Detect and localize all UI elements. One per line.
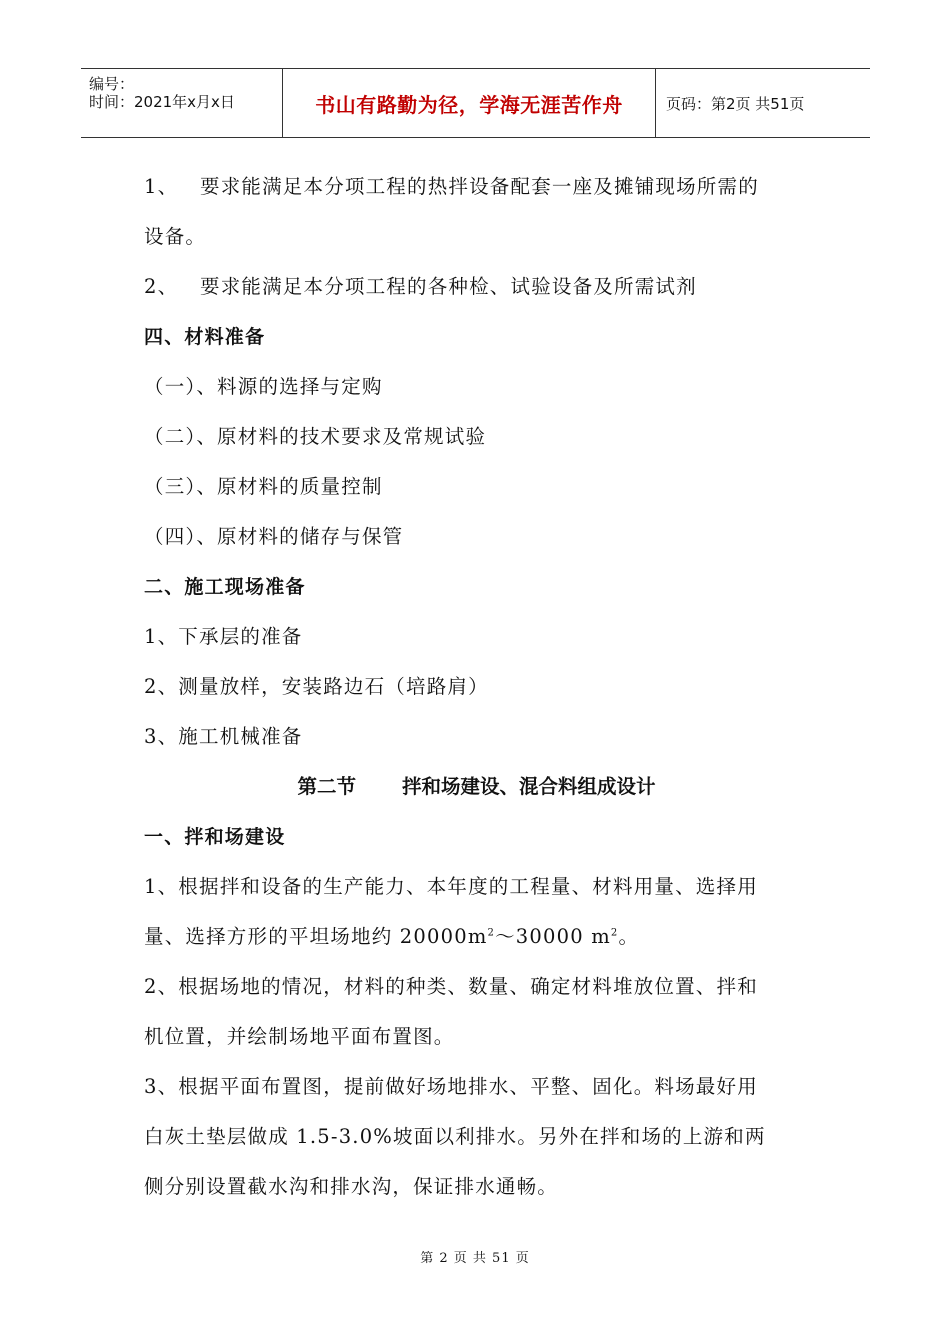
page-info: 页码：第2页 共51页 [666,94,805,113]
number-label: 编号： [89,75,135,93]
paragraph-p1b [144,912,809,962]
paragraph-p3a: 3、根据平面布置图，提前做好场地排水、平整、固化。料场最好用 [144,1075,758,1098]
item-number: 2、 [144,275,179,298]
header-motto-cell [283,69,656,137]
subitem-1: （一）、料源的选择与定购 [144,375,383,398]
subitem-2: （二）、原材料的技术要求及常规试验 [144,425,487,448]
text-segment: 。 [618,925,640,948]
document-header [81,68,870,138]
document-body [144,162,809,1212]
superscript: 2 [610,927,619,939]
paragraph-2 [144,262,809,312]
header-meta [81,69,283,137]
superscript: 2 [487,927,496,939]
item-number: 1、 [144,175,179,198]
paragraph-text: 要求能满足本分项工程的各种检、试验设备及所需试剂 [200,275,697,298]
text-segment: 量、选择方形的平坦场地约 20000m [144,925,488,948]
heading-site: 二、施工现场准备 [144,576,306,598]
text-segment: ～30000 m [495,925,611,948]
subitem-3: （三）、原材料的质量控制 [144,475,383,498]
section-number: 第二节 [297,775,356,798]
section-title [144,762,809,812]
section-name: 拌和场建设、混合料组成设计 [402,775,656,798]
motto: 书山有路勤为径，学海无涯苦作舟 [315,92,623,117]
paragraph-p2b: 机位置，并绘制场地平面布置图。 [144,1025,455,1048]
subitem-4: （四）、原材料的储存与保管 [144,525,404,548]
time-label: 时间：2021年x月x日 [89,93,235,111]
site-item-3: 3、施工机械准备 [144,725,303,748]
paragraph-p1a: 1、根据拌和设备的生产能力、本年度的工程量、材料用量、选择用 [144,875,758,898]
page-footer: 第 2 页 共 51 页 [420,1251,530,1266]
site-item-1: 1、下承层的准备 [144,625,303,648]
paragraph-1 [144,162,809,212]
header-page-info [656,69,870,137]
paragraph-text: 要求能满足本分项工程的热拌设备配套一座及摊铺现场所需的 [200,175,759,198]
heading-materials: 四、材料准备 [144,326,266,348]
paragraph-p3b: 白灰土垫层做成 1.5-3.0%坡面以利排水。另外在拌和场的上游和两 [144,1125,766,1148]
paragraph-p3c: 侧分别设置截水沟和排水沟，保证排水通畅。 [144,1175,559,1198]
heading-mixing-plant: 一、拌和场建设 [144,826,286,848]
paragraph-p2a: 2、根据场地的情况，材料的种类、数量、确定材料堆放位置、拌和 [144,975,758,998]
site-item-2: 2、测量放样，安装路边石（培路肩） [144,675,489,698]
paragraph-1-cont: 设备。 [144,225,207,248]
